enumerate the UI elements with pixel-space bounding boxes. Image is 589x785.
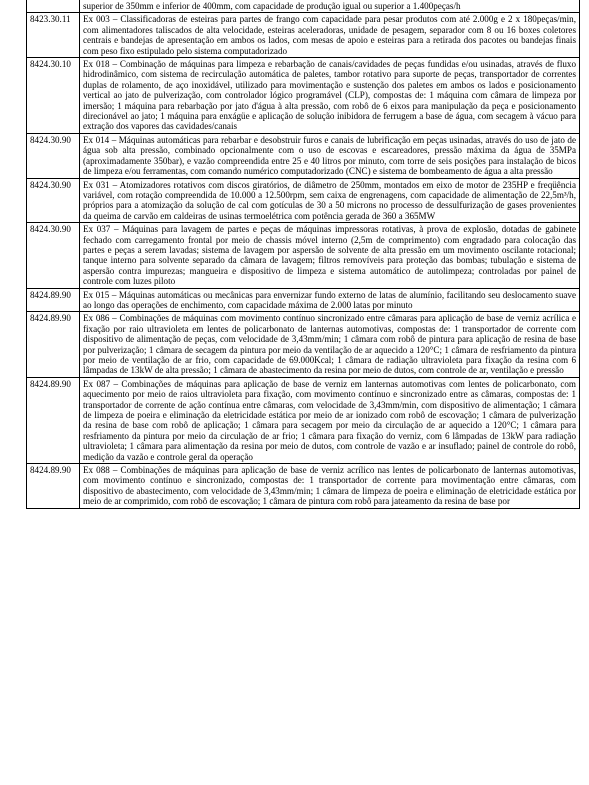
ncm-code-cell: 8424.30.90: [27, 223, 80, 288]
ncm-code-cell: 8424.30.90: [27, 133, 80, 178]
ncm-code-cell: 8424.89.90: [27, 288, 80, 312]
table-row: [27, 312, 580, 377]
table-row: [27, 58, 580, 134]
table-row: [27, 377, 580, 463]
table-row: [27, 223, 580, 288]
description-cell: superior de 350mm e inferior de 400mm, com capacidade de produção igual ou superior a 1.400peças/h: [80, 0, 580, 13]
ncm-code-cell: 8424.89.90: [27, 464, 80, 509]
table-row: [27, 288, 580, 312]
ncm-code-cell: 8424.89.90: [27, 312, 80, 377]
description-cell: Ex 014 – Máquinas automáticas para rebarbar e desobstruir furos e canais de lubrificação em peças usinadas, através do uso de jato de água sob alta pressão, combinado opcionalmente com o uso de escovas e escareadores, pressão máxima da água de 35MPa (aproximadamente 350bar), e vazão compreendida entre 25 e 40 litros por minuto, com torre de seis posições para instalação de bicos de limpeza e/ou ferramentas, com comando numérico computadorizado (CNC) e sistema de bombeamento de água a alta pressão: [80, 133, 580, 178]
description-cell: Ex 015 – Máquinas automáticas ou mecânicas para envernizar fundo externo de latas de alumínio, facilitando seu deslocamento suave ao longo das operações de enchimento, com capacidade máxima de 2.000 latas por minuto: [80, 288, 580, 312]
ncm-code-cell: [27, 0, 80, 13]
ncm-code-cell: 8424.89.90: [27, 377, 80, 463]
description-cell: Ex 018 – Combinação de máquinas para limpeza e rebarbação de canais/cavidades de peças fundidas e/ou usinadas, através de fluxo hidrodinâmico, com sistema de recirculação automática de paletes, tambor rotativo para suporte de peças, transportador de correntes duplas de rolamento, de aço inoxidável, utilizado para movimentação e sustenção dos paletes em ambos os lados e posicionamento vertical ao jato de pulverização, com controlador lógico programável (CLP), compostas de: 1 máquina com câmara de limpeza por imersão; 1 máquina para rebarbação por jato d'água à alta pressão, com robô de 6 eixos para manipulação da peça e posicionamento direcionável ao jato; 1 máquina para enxágüe e aplicação de solução inibidora de ferrugem a base de água, com secagem à vácuo para extração dos vapores das cavidades/canais: [80, 58, 580, 134]
table-row: [27, 13, 580, 58]
table-row: [27, 133, 580, 178]
description-cell: Ex 003 – Classificadoras de esteiras para partes de frango com capacidade para pesar produtos com até 2.000g e 2 x 180peças/min, com alimentadores taliscados de alta velocidade, esteiras aceleradoras, unidade de pesagem, separador com 8 ou 16 boxes coletores centrais e bandejas de apresentação em ambos os lados, com mesas de apoio e esteiras para a retirada dos pacotes ou bandejas finais com peso fixo estipulado pelo sistema computadorizado: [80, 13, 580, 58]
description-cell: Ex 031 – Atomizadores rotativos com discos giratórios, de diâmetro de 250mm, montados em eixo de motor de 235HP e freqüência variável, com rotação compreendida de 10.000 a 12.500rpm, sem caixa de engrenagens, com capacidade de alimentação de 22,5m³/h, próprios para a atomização da solução de cal com gotículas de 30 a 50 microns no processo de dessulfurização de gases provenientes da queima de carvão em caldeiras de usinas termoelétrica com potência gerada de 360 a 365MW: [80, 178, 580, 223]
description-cell: Ex 086 – Combinações de máquinas com movimento contínuo sincronizado entre câmaras para aplicação de base de verniz acrílica e fixação por raio ultravioleta em lentes de policarbonato de lanternas automotivas, compostas de: 1 transportador de corrente com dispositivo de alimentação de peças, com velocidade de 3,43mm/min; 1 câmara com robô de pintura para aplicação de resina de base por pulverização; 1 câmara de secagem da pintura por meio da ventilação de ar aquecido a 120°C; 1 câmara de resfriamento da pintura por meio de ventilação de ar frio, com capacidade de 69.000Kcal; 1 câmara de radiação ultravioleta para fixação da resina com 6 lâmpadas de 13kW de alta pressão; 1 câmara de abastecimento da resina por meio de dutos, com controle de ar, ventilação e pressão: [80, 312, 580, 377]
ncm-table: [26, 0, 580, 509]
table-row: [27, 178, 580, 223]
ncm-code-cell: 8423.30.11: [27, 13, 80, 58]
table-row: [27, 464, 580, 509]
table-row: [27, 0, 580, 13]
description-cell: Ex 037 – Máquinas para lavagem de partes e peças de máquinas impressoras rotativas, à prova de explosão, dotadas de gabinete fechado com carregamento frontal por meio de chassis móvel interno (2,5m de comprimento) com engradado para colocação das partes e peças a serem lavadas; sistema de lavagem por aspersão de solvente de alta pressão em um movimento oscilante rotacional; tanque interno para solvente separado da câmara de lavagem; filtros removíveis para proteção das bombas; tubulação e sistema de aspersão contra impurezas; mangueira e dispositivo de limpeza e sistema automático de autolimpeza; controladas por painel de controle com luzes piloto: [80, 223, 580, 288]
description-cell: Ex 087 – Combinações de máquinas para aplicação de base de verniz em lanternas automotivas com lentes de policarbonato, com aquecimento por meio de raios ultravioleta para fixação, com movimento contínuo e sincronizado entre as câmaras, compostas de: 1 transportador de corrente de ação contínua entre câmaras, com velocidade de 3,43mm/min, com dispositivo de alimentação; 1 câmara de limpeza de poeira e eliminação da eletricidade estática por meio de ar ionizado com robô de escovação; 1 câmara de pulverização da resina de base com robô de aplicação; 1 câmara para secagem por meio da circulação de ar aquecido a 120°C; 1 câmara para resfriamento da pintura por meio da circulação de ar frio; 1 câmara para fixação do verniz, com 6 lâmpadas de 13kW para radiação ultravioleta; 1 câmara para alimentação da resina por meio de dutos, com controle de vazão e ar insuflado; painel de controle do robô, medição da vazão e controle geral da operação: [80, 377, 580, 463]
ncm-code-cell: 8424.30.90: [27, 178, 80, 223]
ncm-code-cell: 8424.30.10: [27, 58, 80, 134]
description-cell: Ex 088 – Combinações de máquinas para aplicação de base de verniz acrílico nas lentes de policarbonato de lanternas automotivas, com movimento contínuo e sincronizado, compostas de: 1 transportador de corrente para movimentação entre câmaras, com dispositivo de abastecimento, com velocidade de 3,43mm/min; 1 câmara de limpeza de poeira e eliminação de eletricidade estática por meio de ar comprimido, com robô de escovação; 1 câmara de pintura com robô para jateamento da resina de base por: [80, 464, 580, 509]
